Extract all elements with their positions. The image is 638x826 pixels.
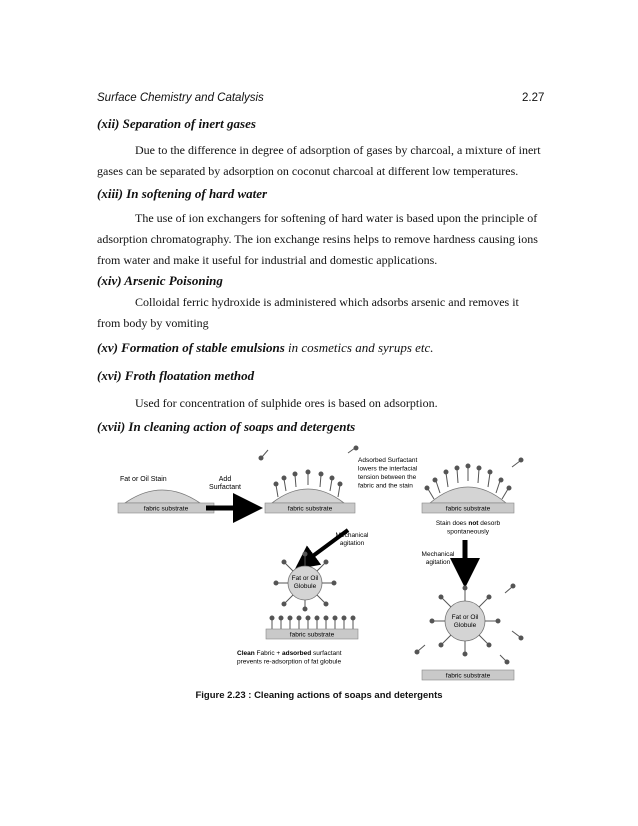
fat-stain-shape: [125, 490, 200, 503]
heading-arsenic-poisoning: (xiv) Arsenic Poisoning: [97, 273, 223, 288]
paragraph-softening-hard-water: The use of ion exchangers for softening of hard water is based upon the principle of adsorption chromatography. The ion exchange resins helps to remove hardness causing ions from water and make it useful for industrial and domestic applications.: [97, 211, 538, 267]
clean-note-mid: Fabric +: [254, 650, 282, 657]
mech-label-left-1: Mechanical: [335, 532, 369, 539]
globule-left-line-1: Fat or Oil: [291, 575, 319, 582]
note-adsorbed-line-3: tension between the: [358, 474, 417, 481]
cleaning-action-diagram: [100, 445, 530, 690]
paragraph-froth-floatation: Used for concentration of sulphide ores is based on adsorption.: [135, 396, 438, 410]
clean-note-bold-2: adsorbed: [281, 650, 312, 657]
substrate-label-3: fabric substrate: [445, 505, 491, 513]
note-desorb-pre: Stain does: [435, 520, 469, 527]
heading-stable-emulsions: [97, 340, 434, 356]
note-desorb-post: desorb: [478, 520, 501, 527]
substrate-label-1: fabric substrate: [143, 505, 189, 513]
paragraph-arsenic-poisoning: Colloidal ferric hydroxide is administered which adsorbs arsenic and removes it from body by vomiting: [97, 295, 519, 330]
note-desorb-bold: not: [468, 520, 479, 527]
substrate-label-5: fabric substrate: [445, 672, 491, 680]
paragraph-separation-inert-gases: Due to the difference in degree of adsorption of gases by charcoal, a mixture of inert gases can be separated by adsorption on coconut charcoal at different low temperatures.: [97, 143, 541, 178]
clean-note-end: surfactant: [311, 650, 342, 657]
clean-note-line-1: [237, 650, 342, 657]
label-surfactant: Surfactant: [209, 484, 241, 491]
page-number: 2.27: [522, 92, 545, 104]
heading-stable-emulsions-title: (xv) Formation of stable emulsions: [97, 340, 285, 355]
heading-softening-hard-water: (xiii) In softening of hard water: [97, 186, 268, 201]
note-adsorbed-line-4: fabric and the stain: [358, 482, 413, 490]
note-adsorbed-line-1: Adsorbed Surfactant: [358, 457, 418, 464]
note-desorb-line-1: [436, 520, 501, 527]
globule-left-line-2: Globule: [293, 583, 317, 590]
substrate-label-2: fabric substrate: [287, 505, 333, 513]
surfactant-on-stain: [259, 446, 358, 503]
running-header-title: Surface Chemistry and Catalysis: [97, 92, 264, 104]
globule-right-line-2: Globule: [453, 622, 477, 629]
label-add: Add: [218, 476, 232, 483]
note-desorb-line-2: spontaneously: [447, 528, 489, 536]
figure-caption: Figure 2.23 : Cleaning actions of soaps and detergents: [195, 690, 443, 701]
heading-separation-inert-gases: (xii) Separation of inert gases: [97, 116, 256, 131]
mech-label-right-1: Mechanical: [421, 551, 455, 558]
label-fat-oil-stain: Fat or Oil Stain: [120, 476, 167, 483]
mech-label-left-2: agitation: [339, 540, 365, 547]
heading-cleaning-action: (xvii) In cleaning action of soaps and detergents: [97, 419, 356, 434]
surfactant-covered-stain: [425, 458, 523, 503]
heading-froth-floatation: (xvi) Froth floatation method: [97, 368, 255, 383]
globule-right-line-1: Fat or Oil: [451, 614, 479, 621]
adsorbed-surfactant-row: [270, 616, 355, 629]
clean-note-bold-1: Clean: [237, 650, 255, 657]
clean-note-line-2: prevents re-adsorption of fat globule: [237, 658, 342, 666]
mech-label-right-2: agitation: [425, 559, 451, 566]
substrate-label-4: fabric substrate: [289, 631, 335, 639]
note-adsorbed-line-2: lowers the interfacial: [358, 465, 418, 473]
heading-stable-emulsions-suffix: in cosmetics and syrups etc.: [284, 340, 434, 355]
